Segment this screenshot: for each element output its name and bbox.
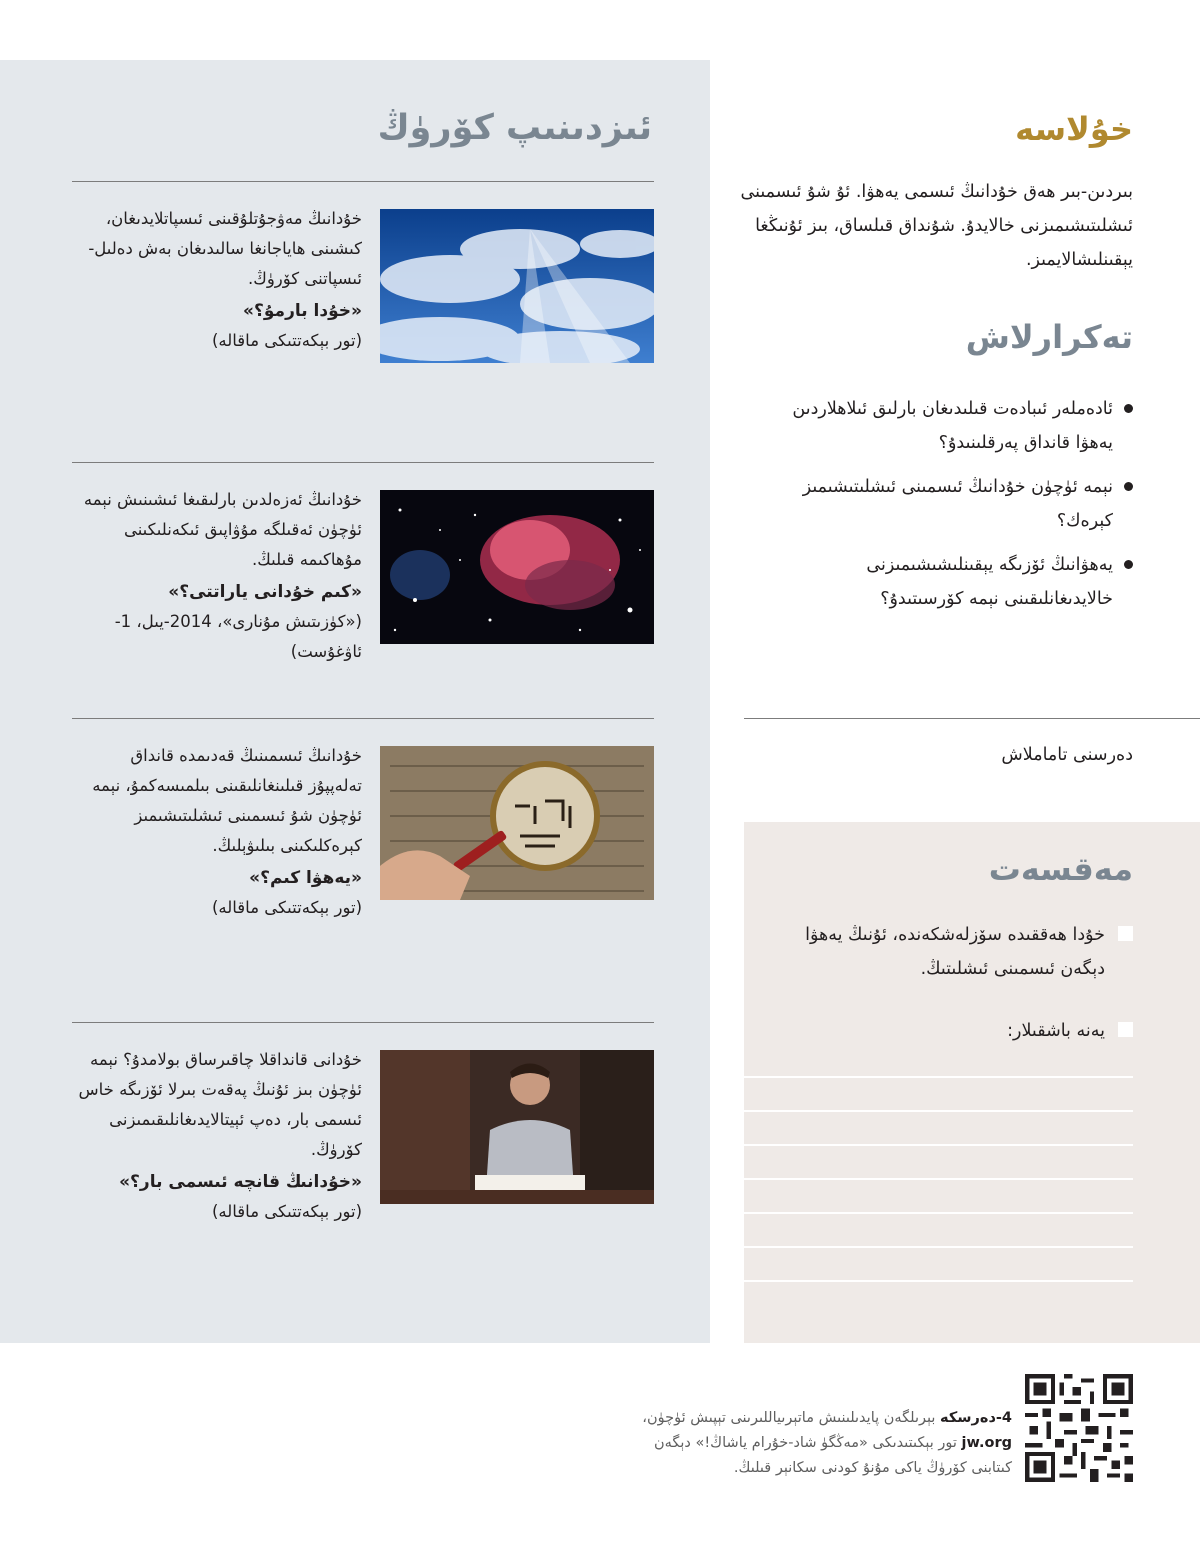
- sky-clouds-image: [380, 209, 654, 363]
- note-line[interactable]: [744, 1280, 1133, 1282]
- bullet-icon: [1124, 482, 1133, 491]
- article-card[interactable]: [72, 718, 654, 1023]
- article-card[interactable]: [72, 462, 654, 719]
- article-source: (تور بېكەتتىكى ماقالە): [211, 331, 362, 350]
- article-source: («كۈزىتىش مۇنارى»، 2014-يىل، 1-ئاۋغۇست): [114, 612, 362, 661]
- explore-more-heading: ئىزدىنىپ كۆرۈڭ: [377, 108, 652, 148]
- article-card[interactable]: [72, 181, 654, 463]
- lesson-completed-label: دەرسنى تاماملاش: [1001, 745, 1133, 765]
- article-source: (تور بېكەتتىكى ماقالە): [211, 898, 362, 917]
- magnifier-scroll-image: [380, 746, 654, 900]
- note-line[interactable]: [744, 1178, 1133, 1180]
- goal-panel: [744, 822, 1200, 1343]
- article-title-link[interactable]: «خۇدانىڭ قانچە ئىسمى بار؟»: [119, 1172, 362, 1192]
- note-line[interactable]: [744, 1144, 1133, 1146]
- section-divider: [744, 718, 1200, 719]
- article-text: [72, 485, 362, 667]
- article-text: [72, 741, 362, 923]
- article-description: خۇدانىڭ ئىسمىنىڭ قەدىمدە قانداق تەلەپپۇز قىلىنغانلىقىنى بىلمىسەكمۇ، نېمە ئۈچۈن شۇ ئىسمىنى ئىشلىتىشىمىز كېرەكلىكىنى بىلىۋېلىڭ.: [92, 746, 362, 855]
- article-thumbnail-magnifier[interactable]: [380, 746, 654, 900]
- bullet-icon: [1124, 560, 1133, 569]
- review-question-text: ئادەملەر ئىبادەت قىلىدىغان بارلىق ئىلاھلاردىن يەھۋا قانداق پەرقلىنىدۇ؟: [792, 399, 1113, 453]
- note-line[interactable]: [744, 1110, 1133, 1112]
- site-link[interactable]: jw.org: [961, 1435, 1012, 1451]
- article-description: خۇدانىڭ مەۋجۇتلۇقىنى ئىسپاتلايدىغان، كىشىنى ھاياجانغا سالىدىغان بەش دەلىل-ئىسپاتنى كۆرۈڭ.: [88, 209, 362, 288]
- article-description: خۇدانىڭ ئەزەلدىن بارلىقىغا ئىشىنىش نېمە ئۈچۈن ئەقىلگە مۇۋاپىق ئىكەنلىكىنى مۇھاكىمە قىلىڭ.: [83, 490, 362, 569]
- article-title-link[interactable]: «خۇدا بارمۇ؟»: [243, 301, 362, 321]
- article-title-link[interactable]: «يەھۋا كىم؟»: [249, 868, 362, 888]
- article-thumbnail-reader[interactable]: [380, 1050, 654, 1204]
- goal-item[interactable]: [803, 918, 1133, 986]
- nebula-image: [380, 490, 654, 644]
- footer-reference-text: 4-دەرسكە بېرىلگەن پايدىلىنىش ماتېرىياللىرىنى تېپىش ئۈچۈن، jw.org تور بېكىتىدىكى «مەڭگۈ شاد-خۇرام ياشاڭ!» دېگەن كىتابنى كۆرۈڭ ياكى مۇنۇ كودنى سكانېر قىلىڭ.: [642, 1410, 1012, 1476]
- review-question: [773, 548, 1133, 616]
- article-source: (تور بېكەتتىكى ماقالە): [211, 1202, 362, 1221]
- man-reading-image: [380, 1050, 654, 1204]
- goal-heading: مەقسەت: [988, 850, 1133, 888]
- checkbox-icon[interactable]: [1118, 1022, 1133, 1037]
- qr-code-icon[interactable]: [1025, 1374, 1133, 1482]
- goal-item-text: يەنە باشقىلار:: [1007, 1021, 1105, 1041]
- review-question-text: نېمە ئۈچۈن خۇدانىڭ ئىسمىنى ئىشلىتىشىمىز كېرەك؟: [802, 477, 1113, 531]
- summary-heading: خۇلاسە: [1015, 110, 1133, 148]
- review-question-text: يەھۋانىڭ ئۆزىگە يېقىنلىشىشىمىزنى خالايدىغانلىقىنى نېمە كۆرسىتىدۇ؟: [866, 555, 1113, 609]
- goal-item[interactable]: [803, 1014, 1133, 1048]
- review-heading: تەكرارلاش: [965, 318, 1133, 356]
- lesson-reference: 4-دەرسكە: [940, 1410, 1012, 1426]
- bullet-icon: [1124, 404, 1133, 413]
- summary-text: بىردىن-بىر ھەق خۇدانىڭ ئىسمى يەھۋا. ئۇ شۇ ئىسمىنى ئىشلىتىشىمىزنى خالايدۇ. شۇنداق قىلساق، بىز ئۇنىڭغا يېقىنلىشالايمىز.: [740, 182, 1133, 270]
- article-title-link[interactable]: «كىم خۇدانى ياراتتى؟»: [168, 582, 362, 602]
- article-card[interactable]: [72, 1022, 654, 1323]
- note-line[interactable]: [744, 1076, 1133, 1078]
- review-questions: [773, 392, 1133, 626]
- article-thumbnail-sky[interactable]: [380, 209, 654, 363]
- article-thumbnail-nebula[interactable]: [380, 490, 654, 644]
- explore-more-panel: [0, 60, 710, 1343]
- review-question: [773, 392, 1133, 460]
- article-text: [72, 1045, 362, 1227]
- checkbox-icon[interactable]: [1118, 926, 1133, 941]
- goal-item-text: خۇدا ھەققىدە سۆزلەشكەندە، ئۇنىڭ يەھۋا دېگەن ئىسمىنى ئىشلىتىڭ.: [805, 925, 1105, 979]
- article-description: خۇدانى قانداقلا چاقىرساق بولامدۇ؟ نېمە ئۈچۈن بىز ئۇنىڭ پەقەت بىرلا ئۆزىگە خاس ئىسمى بار، دەپ ئېيتالايدىغانلىقىمىزنى كۆرۈڭ.: [78, 1050, 362, 1159]
- review-question: [773, 470, 1133, 538]
- note-line[interactable]: [744, 1212, 1133, 1214]
- note-line[interactable]: [744, 1246, 1133, 1248]
- article-text: [72, 204, 362, 356]
